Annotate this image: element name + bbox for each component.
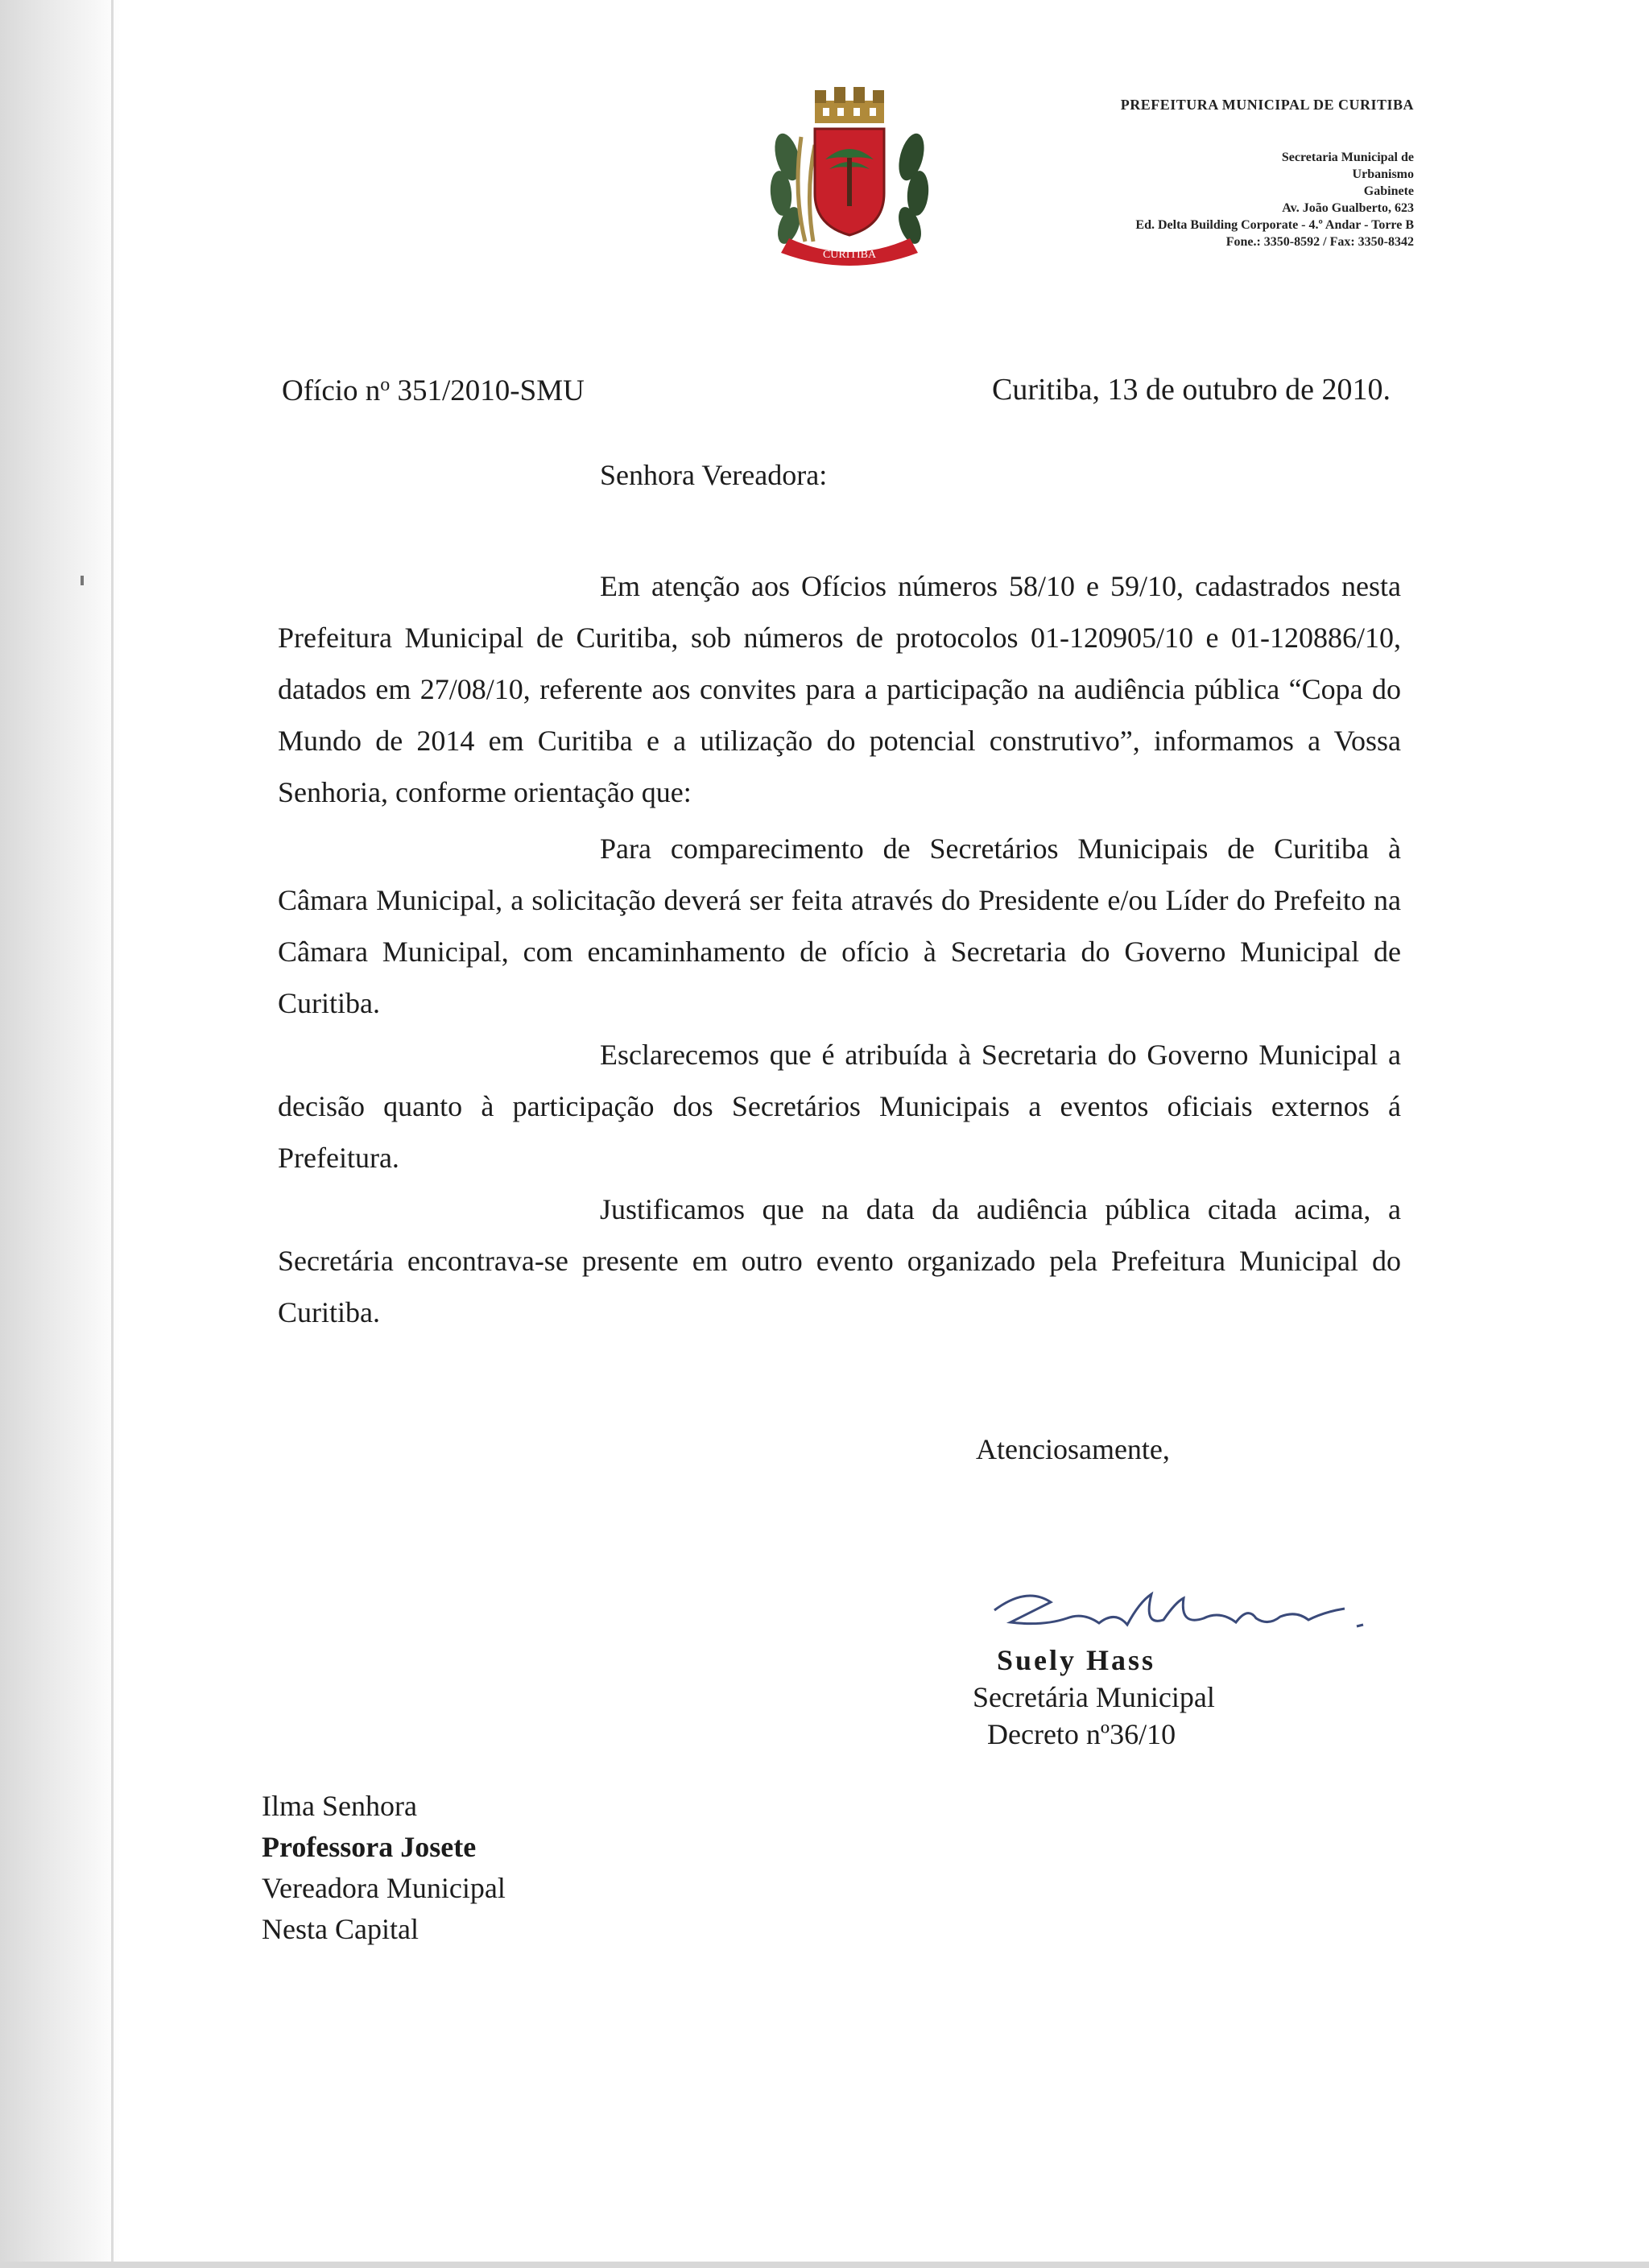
- department: Gabinete: [1363, 184, 1414, 198]
- oficio-code: 351/2010-SMU: [390, 374, 585, 407]
- organization-name: PREFEITURA MUNICIPAL DE CURITIBA: [1120, 97, 1414, 113]
- oficio-prefix: Ofício n: [282, 374, 381, 407]
- letterhead: [1121, 97, 1414, 250]
- oficio-sup: o: [380, 374, 391, 395]
- recipient-name: Professora Josete: [262, 1831, 477, 1863]
- recipient-title: Ilma Senhora: [262, 1790, 417, 1822]
- recipient-location: Nesta Capital: [262, 1913, 419, 1945]
- scan-bottom-edge: [0, 2262, 1649, 2268]
- body-paragraph-2: Para comparecimento de Secretários Municipais de Curitiba à Câmara Municipal, a solicitação deverá ser feita através do Presidente e/ou Líder do Prefeito na Câmara Municipal, com encaminhamento de ofício à Secretaria do Governo Municipal de Curitiba.: [278, 832, 1401, 1019]
- place-date: Curitiba, 13 de outubro de 2010.: [992, 373, 1391, 407]
- recipient-block: [262, 1786, 506, 1950]
- secretariat-line-1: Secretaria Municipal de: [1281, 151, 1414, 164]
- signer-name: Suely Hass: [997, 1644, 1156, 1676]
- body-paragraph-3: Esclarecemos que é atribuída à Secretaria do Governo Municipal a decisão quanto à participação dos Secretários Municipais a eventos oficiais externos á Prefeitura.: [278, 1039, 1401, 1174]
- coat-of-arms-icon: [757, 81, 942, 274]
- secretariat-line-2: Urbanismo: [1352, 167, 1414, 181]
- body-paragraph-1: Em atenção aos Ofícios números 58/10 e 59/10, cadastrados nesta Prefeitura Municipal de Curitiba, sob números de protocolos 01-120905/10 e 01-120886/10, datados em 27/08/10, referente aos convites para a participação na audiência pública “Copa do Mundo de 2014 em Curitiba e a utilização do potencial construtivo”, informamos a Vossa Senhoria, conforme orientação que:: [278, 570, 1401, 808]
- signer-role: Secretária Municipal: [973, 1681, 1215, 1713]
- signer-decree: Decreto nº36/10: [987, 1718, 1176, 1750]
- recipient-role: Vereadora Municipal: [262, 1872, 506, 1904]
- scan-artifact: [81, 576, 84, 585]
- phone-fax: Fone.: 3350-8592 / Fax: 3350-8342: [1225, 235, 1414, 249]
- building: Ed. Delta Building Corporate - 4.º Andar - Torre B: [1135, 218, 1414, 232]
- salutation: Senhora Vereadora:: [600, 459, 828, 491]
- scan-edge-shadow: [0, 0, 121, 2268]
- oficio-number: [282, 369, 585, 407]
- address: Av. João Gualberto, 623: [1282, 201, 1414, 215]
- closing: Atenciosamente,: [976, 1433, 1170, 1465]
- body-paragraph-4: Justificamos que na data da audiência pública citada acima, a Secretária encontrava-se presente em outro evento organizado pela Prefeitura Municipal do Curitiba.: [278, 1193, 1401, 1328]
- seal-ribbon-text: CURITIBA: [822, 249, 877, 261]
